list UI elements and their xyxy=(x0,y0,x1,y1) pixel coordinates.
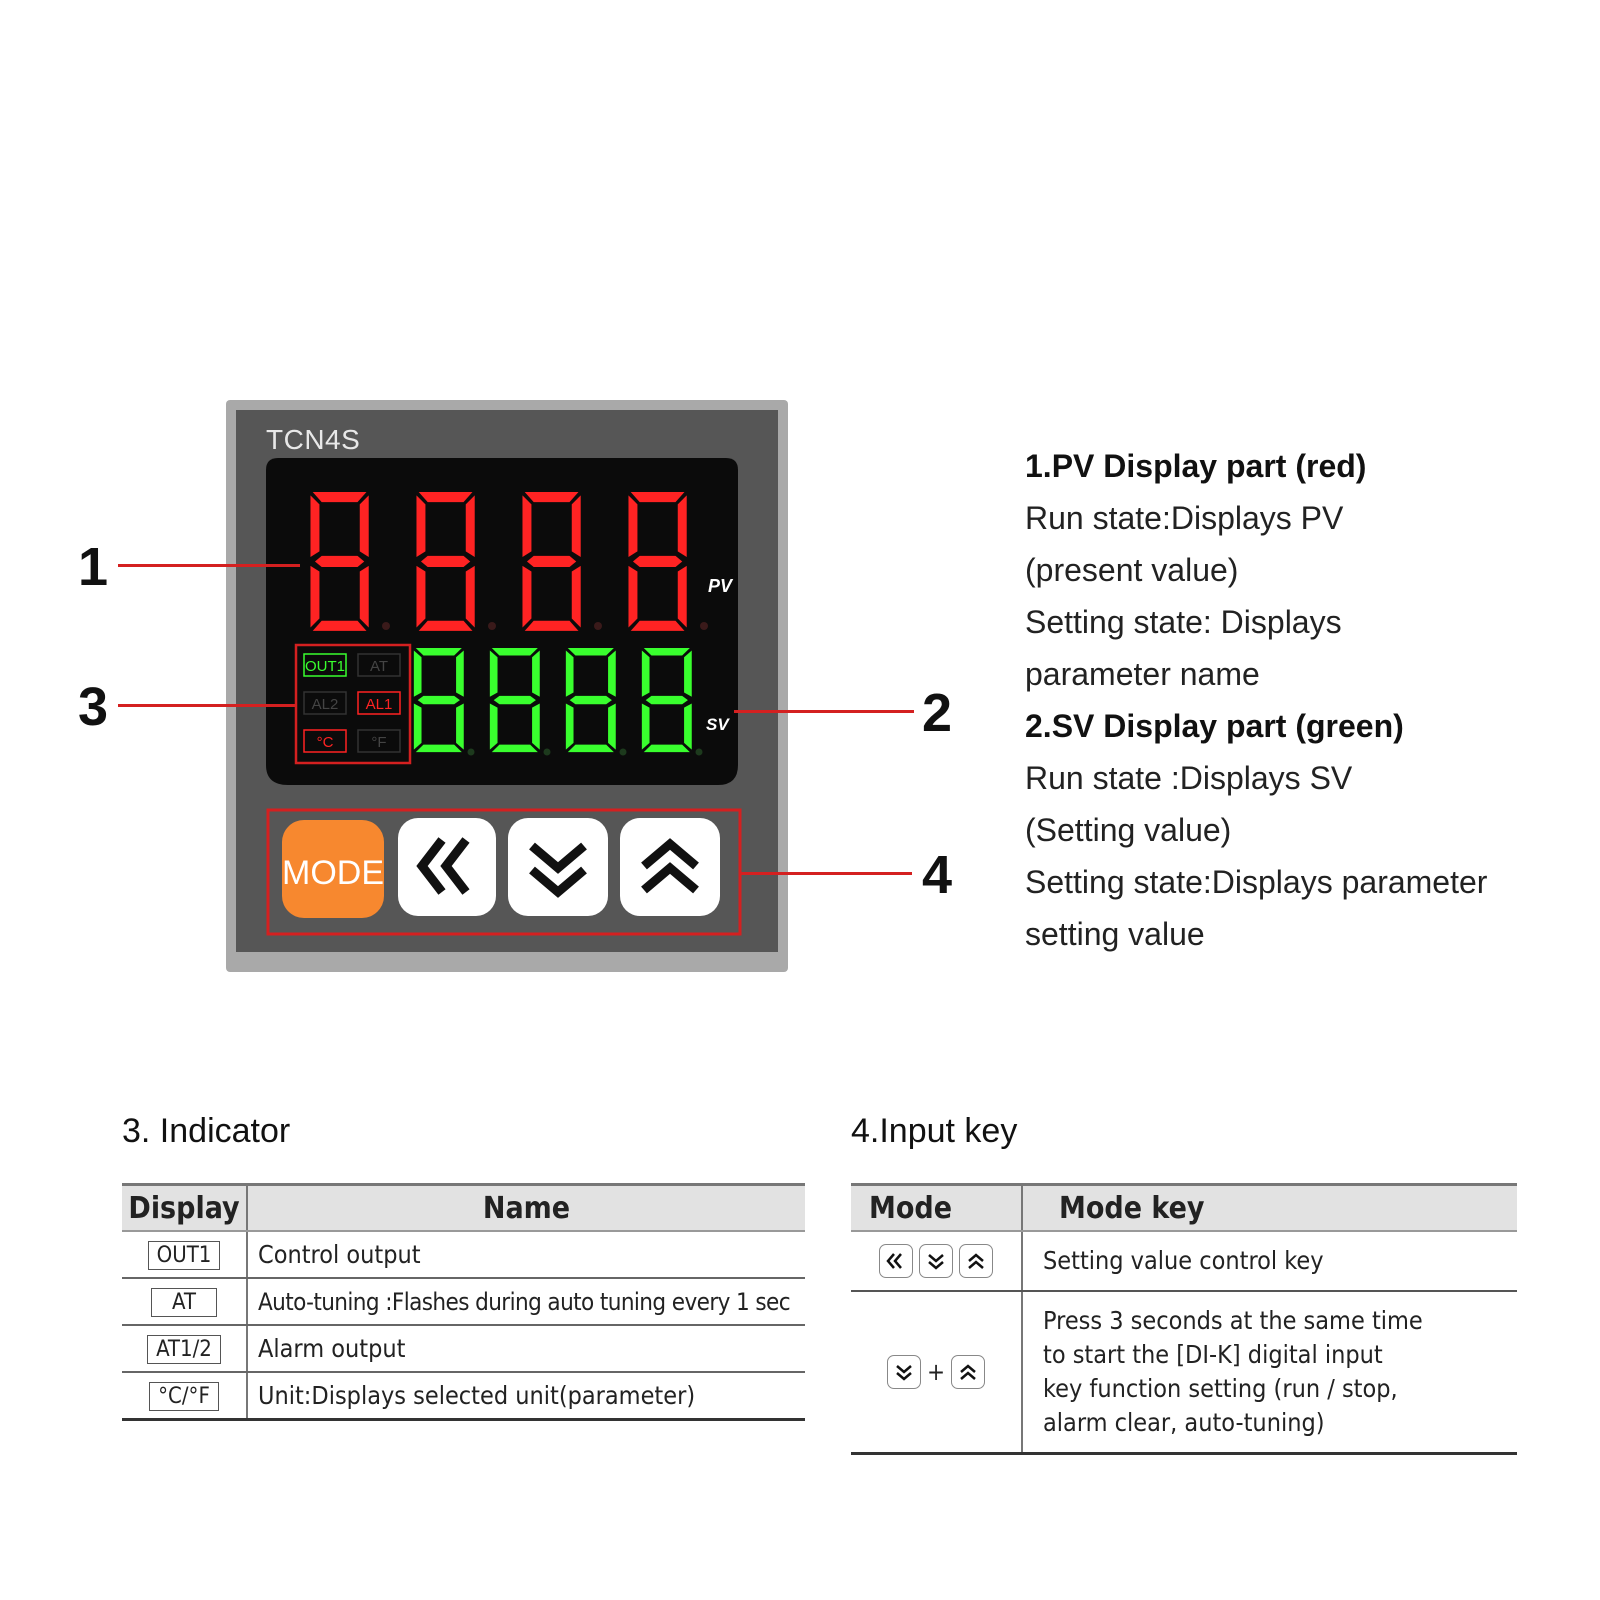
indicator-table-header xyxy=(122,1185,805,1232)
left-double-chevron-icon xyxy=(879,1244,913,1278)
indicator-al1: AL1 xyxy=(365,696,393,713)
pv-description-line: parameter name xyxy=(1025,656,1260,692)
pv-description-line: (present value) xyxy=(1025,552,1239,588)
indicator-table xyxy=(122,1183,805,1421)
down-double-chevron-icon xyxy=(919,1244,953,1278)
callout-4: 4 xyxy=(922,845,953,905)
table-row xyxy=(851,1231,1517,1291)
key-description-line: key function setting (run / stop, xyxy=(1043,1374,1398,1403)
key-description-line: alarm clear, auto-tuning) xyxy=(1043,1408,1325,1437)
indicator-name: Alarm output xyxy=(247,1325,805,1372)
indicator-out1: OUT1 xyxy=(304,658,346,675)
pv-label: PV xyxy=(708,576,733,596)
callout-2: 2 xyxy=(922,683,953,743)
indicator-name: Control output xyxy=(247,1231,805,1278)
indicator-display-box: OUT1 xyxy=(148,1241,221,1270)
sv-label: SV xyxy=(706,715,729,734)
key-description-line: to start the [DI-K] digital input xyxy=(1043,1340,1383,1369)
table-row xyxy=(122,1325,805,1372)
callout-3: 3 xyxy=(78,677,109,737)
mode-key-label: MODE xyxy=(282,854,384,892)
sv-description-line: setting value xyxy=(1025,916,1205,952)
indicator-fahrenheit: °F xyxy=(371,734,387,751)
callout-1: 1 xyxy=(78,537,109,597)
sv-description-title: 2.SV Display part (green) xyxy=(1025,708,1404,744)
key-description xyxy=(1022,1291,1517,1454)
callout-line-1 xyxy=(118,564,300,567)
sv-description-line: Run state :Displays SV xyxy=(1025,760,1353,796)
input-key-table xyxy=(851,1183,1517,1455)
sv-description-line: Setting state:Displays parameter xyxy=(1025,864,1488,900)
header-name: Name xyxy=(247,1185,805,1232)
callout-line-3 xyxy=(118,704,296,707)
display-description xyxy=(1025,440,1585,960)
pv-description-line: Setting state: Displays xyxy=(1025,604,1342,640)
indicator-at: AT xyxy=(369,658,389,675)
device-illustration xyxy=(226,400,796,980)
sv-description-line: (Setting value) xyxy=(1025,812,1232,848)
indicator-display-box: °C/°F xyxy=(149,1382,219,1411)
input-key-section-title: 4.Input key xyxy=(851,1112,1018,1150)
table-row xyxy=(122,1372,805,1420)
key-description-line: Press 3 seconds at the same time xyxy=(1043,1306,1423,1335)
table-row xyxy=(851,1291,1517,1454)
indicator-name: Unit:Displays selected unit(parameter) xyxy=(247,1372,805,1420)
pv-description-line: Run state:Displays PV xyxy=(1025,500,1344,536)
key-description: Setting value control key xyxy=(1022,1231,1517,1291)
callout-line-2 xyxy=(734,710,914,713)
indicator-name: Auto-tuning :Flashes during auto tuning every 1 sec xyxy=(247,1278,805,1325)
header-mode: Mode xyxy=(851,1185,1022,1232)
table-row xyxy=(122,1231,805,1278)
indicator-display-box: AT xyxy=(151,1288,217,1317)
plus-sign: + xyxy=(926,1358,946,1386)
indicator-display-box: AT1/2 xyxy=(147,1335,221,1364)
temperature-controller-device xyxy=(226,400,796,980)
header-mode-key: Mode key xyxy=(1022,1185,1517,1232)
up-double-chevron-icon xyxy=(951,1355,985,1389)
table-row xyxy=(122,1278,805,1325)
indicator-section-title: 3. Indicator xyxy=(122,1112,291,1150)
input-key-table-header xyxy=(851,1185,1517,1232)
up-double-chevron-icon xyxy=(959,1244,993,1278)
indicator-al2: AL2 xyxy=(311,696,339,713)
indicator-celsius: °C xyxy=(316,734,334,751)
header-display: Display xyxy=(122,1185,247,1232)
callout-line-4 xyxy=(740,872,912,875)
model-name: TCN4S xyxy=(266,424,361,455)
pv-description-title: 1.PV Display part (red) xyxy=(1025,448,1367,484)
down-double-chevron-icon xyxy=(887,1355,921,1389)
